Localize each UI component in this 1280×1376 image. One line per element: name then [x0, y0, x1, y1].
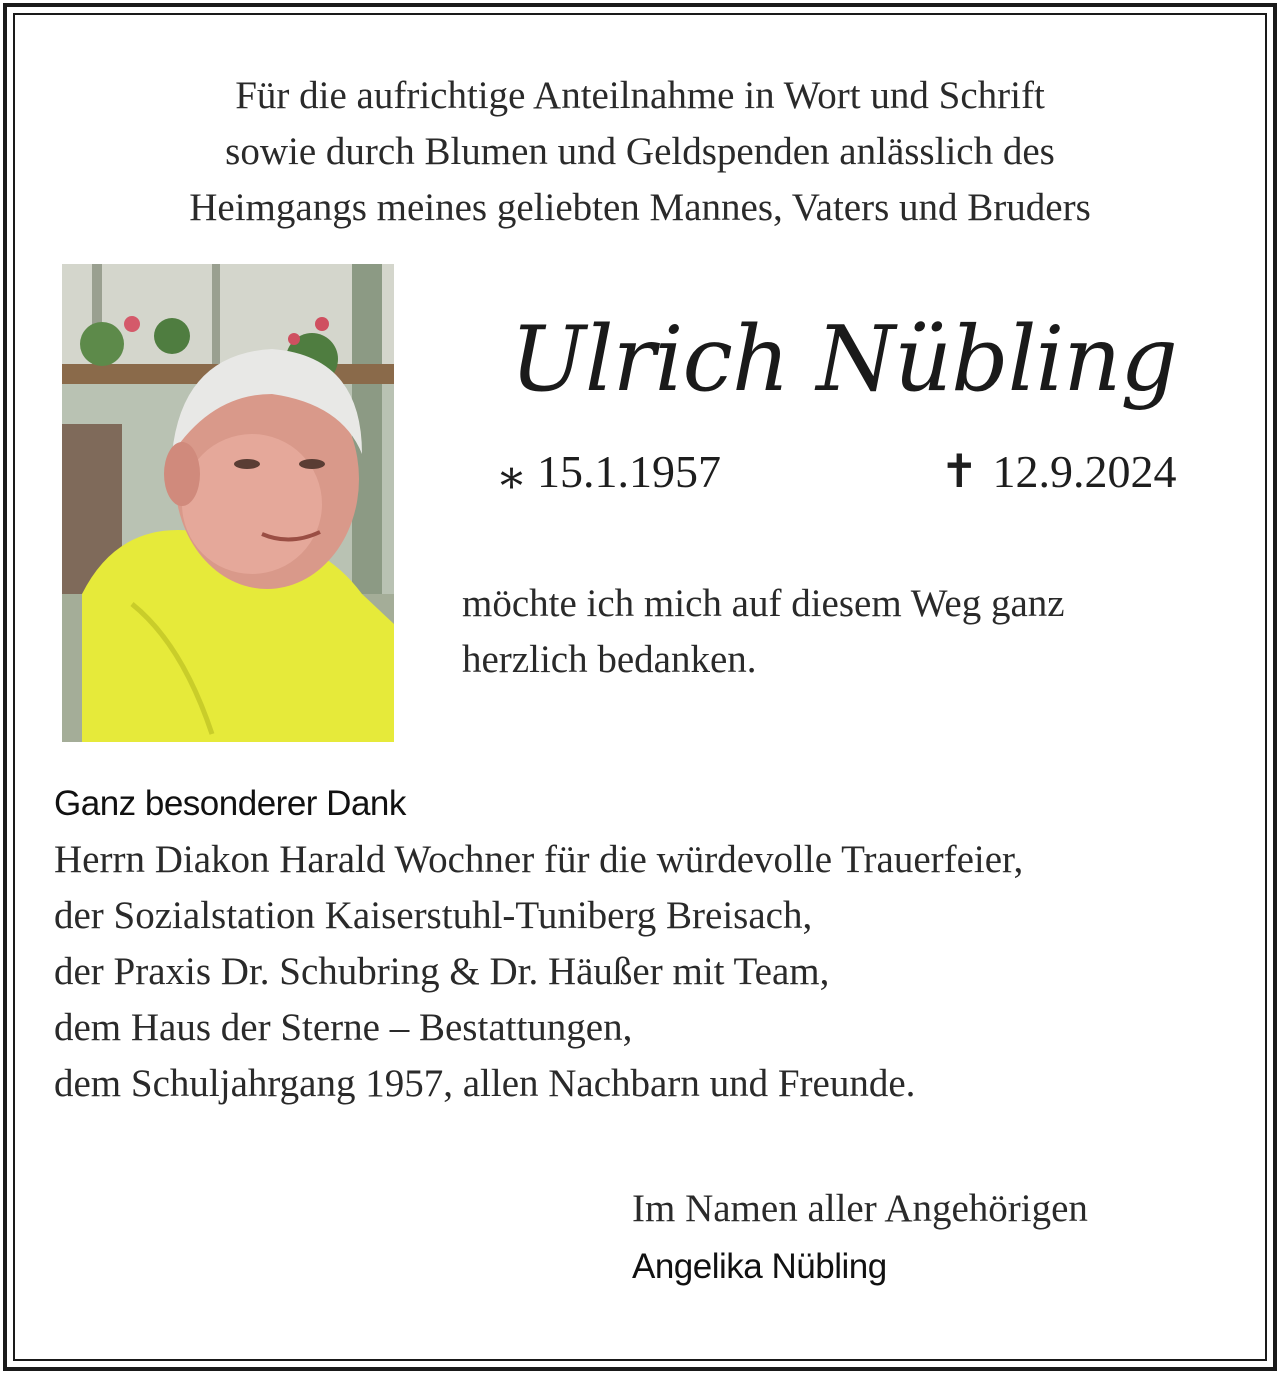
intro-line: Heimgangs meines geliebten Mannes, Vaters und Bruders [189, 186, 1091, 229]
birth-date-value: 15.1.1957 [537, 446, 721, 497]
deceased-name: Ulrich Nübling [510, 307, 1177, 412]
intro-line: Für die aufrichtige Anteilnahme in Wort und Schrift [235, 74, 1045, 117]
birth-star-icon: ⁎ [500, 446, 523, 497]
special-thanks-line: der Sozialstation Kaiserstuhl-Tuniberg Breisach, [54, 894, 813, 937]
special-thanks-line: dem Haus der Sterne – Bestattungen, [54, 1006, 633, 1049]
thanks-line: herzlich bedanken. [462, 638, 757, 681]
intro-line: sowie durch Blumen und Geldspenden anlässlich des [225, 130, 1055, 173]
special-thanks-line: Herrn Diakon Harald Wochner für die würdevolle Trauerfeier, [54, 838, 1024, 881]
intro-text [40, 68, 1240, 236]
special-thanks-line: dem Schuljahrgang 1957, allen Nachbarn und Freunde. [54, 1062, 916, 1105]
special-thanks-line: der Praxis Dr. Schubring & Dr. Häußer mit Team, [54, 950, 830, 993]
portrait-illustration [62, 264, 394, 742]
birth-date [500, 444, 721, 500]
signer-name: Angelika Nübling [632, 1247, 887, 1286]
signoff [632, 1180, 1252, 1296]
death-date-value: 12.9.2024 [992, 446, 1177, 497]
special-thanks [54, 776, 1254, 1112]
thanks-text [462, 576, 1242, 688]
portrait-photo [62, 264, 394, 742]
cross-icon: ✝ [940, 446, 979, 497]
thanks-line: möchte ich mich auf diesem Weg ganz [462, 582, 1065, 625]
signoff-line: Im Namen aller Angehörigen [632, 1187, 1088, 1230]
special-thanks-heading: Ganz besonderer Dank [54, 784, 406, 823]
death-date [940, 444, 1177, 500]
